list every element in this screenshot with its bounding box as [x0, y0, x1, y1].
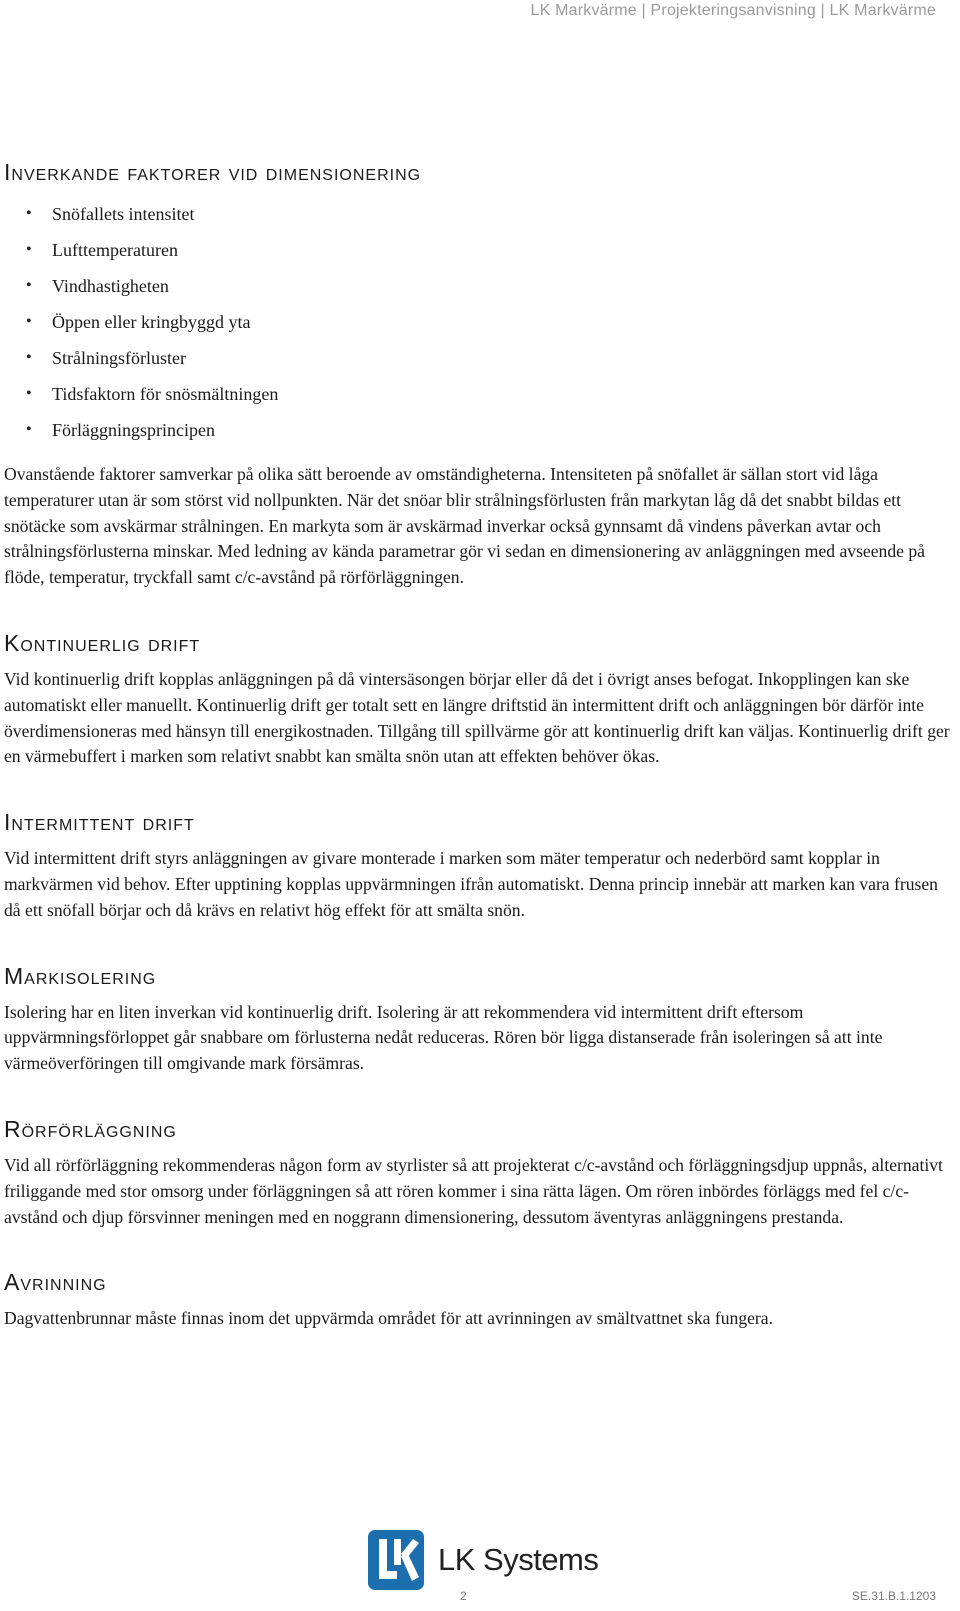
bullet-icon: • — [26, 385, 32, 402]
section-factors — [4, 158, 954, 591]
bullet-icon: • — [26, 277, 32, 294]
bullet-icon: • — [26, 313, 32, 330]
section-intermittent — [4, 808, 954, 923]
page-content — [4, 158, 954, 1332]
list-item: • Vindhastigheten — [4, 268, 954, 304]
list-item: • Tidsfaktorn för snösmältningen — [4, 376, 954, 412]
bullet-icon: • — [26, 349, 32, 366]
section-body-factors: Ovanstående faktorer samverkar på olika sätt beroende av omständigheterna. Intensiteten på snöfallet är sällan stort vid låga temperaturer utan är som störst vid nollpunkten. När det snöar blir strålningsförlusten från markytan låg då det snabbt bildas ett snötäcke som avskärmar strålningen. En markyta som är avskärmad inverkar också gynnsamt då vindens påverkan avtar och strålningsförlusterna minskar. Med ledning av kända parametrar gör vi sedan en dimensionering av anläggningen med avseende på flöde, temperatur, tryckfall samt c/c-avstånd på rörförläggningen. — [4, 464, 925, 588]
bullet-icon: • — [26, 205, 32, 222]
section-body-continuous: Vid kontinuerlig drift kopplas anläggningen på då vintersäsongen börjar eller då det i övrigt anses befogat. Inkopplingen kan ske automatiskt eller manuellt. Kontinuerlig drift ger totalt sett en längre driftstid än intermittent drift och anläggningen bör därför inte överdimensioneras med hänsyn till energikostnaden. Tillgång till spillvärme gör att kontinuerlig drift kan väljas. Kontinuerlig drift ger en värmebuffert i marken som relativt snabbt kan smälta snön utan att effekten behöver ökas. — [4, 668, 950, 767]
section-heading-piping: Rörförläggning — [4, 1115, 177, 1142]
section-piping — [4, 1115, 954, 1230]
bullet-icon: • — [26, 421, 32, 438]
list-item: • Förläggningsprincipen — [4, 412, 954, 448]
section-body-intermittent: Vid intermittent drift styrs anläggningen av givare monterade i marken som mäter temperatur och nederbörd samt kopplar in markvärmen vid behov. Efter upptining kopplas uppvärmningen ifrån automatiskt. Denna princip innebär att marken kan vara frusen då ett snöfall börjar och då krävs en relativt hög effekt för att smälta snön. — [4, 848, 938, 920]
section-body-insulation: Isolering har en liten inverkan vid kontinuerlig drift. Isolering är att rekommendera vid intermittent drift eftersom uppvärmningsförloppet går snabbare om förlusterna nedåt reduceras. Rören bör ligga distanserade från isoleringen så att inte värmeöverföringen till omgivande mark försämras. — [4, 1001, 883, 1074]
lk-logo-icon — [368, 1530, 424, 1590]
running-header: LK Markvärme | Projekteringsanvisning | LK Markvärme — [530, 2, 936, 19]
section-heading-drainage: Avrinning — [4, 1269, 107, 1296]
section-heading-factors: Inverkande faktorer vid dimensionering — [4, 159, 422, 185]
page-number: 2 — [460, 1589, 467, 1603]
brand-logo — [368, 1530, 598, 1590]
list-item: • Öppen eller kringbyggd yta — [4, 304, 954, 340]
list-item: • Lufttemperaturen — [4, 232, 954, 268]
section-drainage — [4, 1268, 954, 1332]
section-heading-continuous: Kontinuerlig drift — [4, 629, 201, 656]
section-heading-intermittent: Intermittent drift — [4, 809, 195, 836]
section-heading-insulation: Markisolering — [4, 962, 157, 989]
section-body-piping: Vid all rörförläggning rekommenderas någon form av styrlister så att projekterat c/c-avstånd och förläggningsdjup uppnås, alternativt friliggande med stor omsorg under förläggningen så att rören kommer i sina rätta lägen. Om rören inbördes förläggs med fel c/c-avstånd och djup försvinner meningen med en noggrann dimensionering, dessutom äventyras anläggningens prestanda. — [4, 1154, 943, 1227]
document-code: SE.31.B.1.1203 — [851, 1589, 936, 1603]
list-item: • Strålningsförluster — [4, 340, 954, 376]
section-continuous — [4, 629, 954, 770]
section-insulation — [4, 962, 954, 1077]
bullet-icon: • — [26, 241, 32, 258]
list-item: • Snöfallets intensitet — [4, 196, 954, 232]
factor-list — [4, 196, 954, 448]
brand-name: LK Systems — [438, 1542, 599, 1577]
section-body-drainage: Dagvattenbrunnar måste finnas inom det uppvärmda området för att avrinningen av smältvattnet ska fungera. — [4, 1308, 773, 1329]
